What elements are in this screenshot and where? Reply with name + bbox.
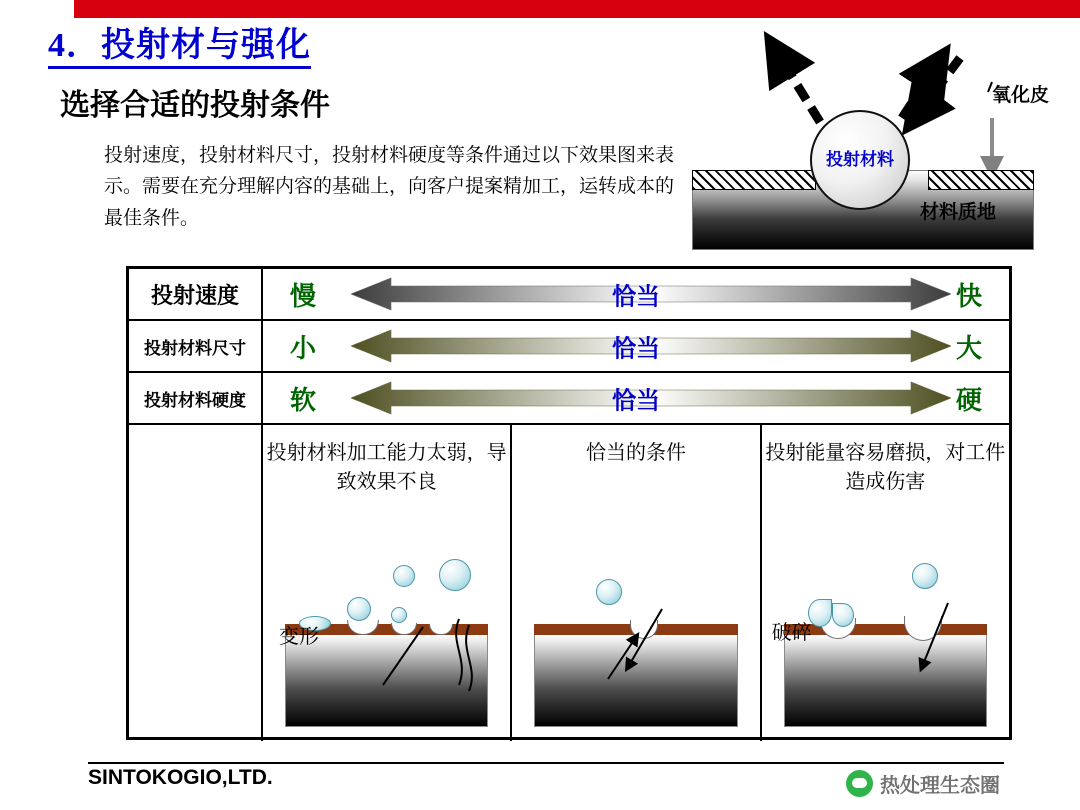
row-label: 投射材料尺寸: [129, 321, 263, 371]
footer-divider: [88, 762, 1004, 764]
panel-too-strong: [762, 425, 1009, 741]
panel-scene: [762, 567, 1009, 727]
watermark-logo-icon: [846, 770, 873, 797]
company-name: SINTOKOGIO,LTD.: [88, 766, 273, 789]
panel-caption: 投射能量容易磨损，对工件造成伤害: [765, 442, 1006, 493]
row-label: 投射速度: [129, 269, 263, 319]
oxide-layer-left: [692, 170, 816, 190]
row-gradient-arrow: [343, 269, 929, 319]
watermark-text: 热处理生态圈: [880, 774, 1000, 797]
watermark: [846, 766, 1056, 800]
table-row: [129, 321, 1009, 373]
top-red-bar: [74, 0, 1080, 18]
material-label: 材料质地: [920, 202, 997, 223]
impact-illustration: [692, 22, 1080, 257]
row-bar: [263, 373, 1009, 423]
row-label: 投射材料硬度: [129, 373, 263, 423]
panel-caption: 恰当的条件: [585, 442, 686, 464]
shot-ball-label: 投射材料: [826, 150, 894, 170]
panel-scene: [512, 567, 759, 727]
panel-annotation: 变形: [279, 626, 319, 648]
page-title: [48, 28, 311, 69]
row-gradient-arrow: [343, 321, 929, 371]
page-subtitle: 选择合适的投射条件: [60, 89, 330, 122]
row-middle-label: 恰当: [612, 336, 660, 363]
row-left-label: 软: [289, 385, 316, 415]
panel-too-weak: [263, 425, 512, 741]
row-right-label: 大: [955, 333, 982, 363]
intro-paragraph: 投射速度，投射材料尺寸，投射材料硬度等条件通过以下效果图来表示。需要在充分理解内容的基础上，向客户提案精加工，运转成本的最佳条件。: [104, 145, 675, 229]
row-gradient-arrow: [343, 373, 929, 423]
row-right-label: 硬: [955, 385, 982, 415]
oxide-layer-right: [928, 170, 1034, 190]
panels-empty-cell: [129, 425, 263, 741]
panel-caption: 投射材料加工能力太弱，导致效果不良: [266, 442, 507, 493]
panel-arrows: [762, 567, 1009, 727]
table-row: [129, 373, 1009, 425]
panel-annotation: 破碎: [771, 622, 812, 644]
panel-arrows: [512, 567, 759, 727]
row-bar: [263, 321, 1009, 371]
row-left-label: 小: [289, 333, 316, 363]
row-right-label: 快: [955, 281, 982, 311]
panels-row: [129, 425, 1009, 741]
panel-proper: [512, 425, 761, 741]
section-number: 4．: [48, 27, 101, 64]
row-middle-label: 恰当: [612, 284, 660, 311]
row-bar: [263, 269, 1009, 319]
shot-ball: [810, 110, 910, 210]
table-row: [129, 269, 1009, 321]
panel-scene: [263, 567, 510, 727]
row-left-label: 慢: [289, 281, 316, 311]
conditions-table: [126, 266, 1012, 740]
oxide-label: 氧化皮: [992, 85, 1050, 106]
section-title: 投射材与强化: [101, 27, 311, 64]
row-middle-label: 恰当: [612, 388, 660, 415]
